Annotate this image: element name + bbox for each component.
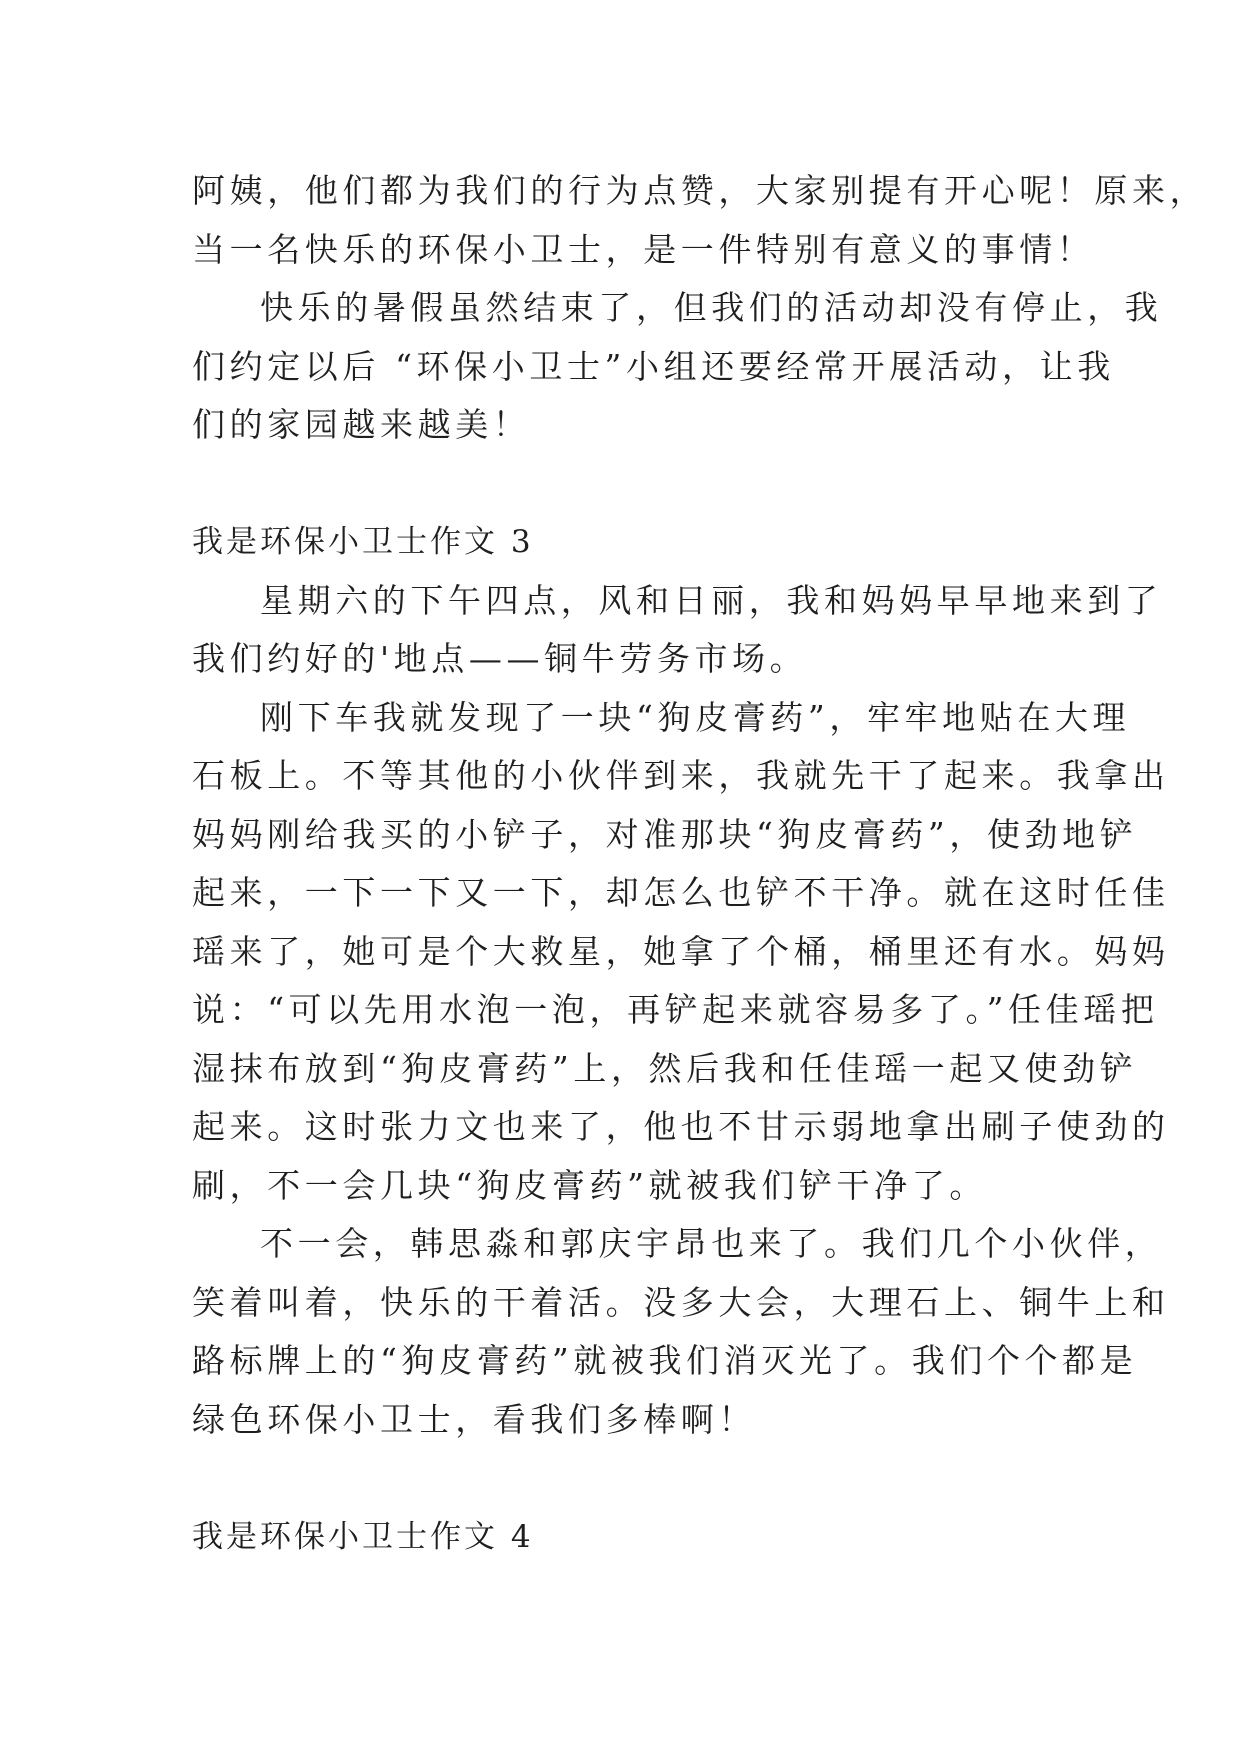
text-line: 我们约好的'地点——铜牛劳务市场。 [192, 639, 808, 678]
text-line: 石板上。不等其他的小伙伴到来，我就先干了起来。我拿出 [192, 756, 1170, 795]
essay-4-title: 我是环保小卫士作文 4 [192, 1518, 534, 1555]
text-line: 起来。这时张力文也来了，他也不甘示弱地拿出刷子使劲的 [192, 1107, 1170, 1146]
text-line: 笑着叫着，快乐的干着活。没多大会，大理石上、铜牛上和 [192, 1282, 1170, 1322]
text-line: 说：“可以先用水泡一泡，再铲起来就容易多了。”任佳瑶把 [192, 990, 1159, 1029]
text-line: 瑶来了，她可是个大救星，她拿了个桶，桶里还有水。妈妈 [192, 931, 1170, 971]
text-line: 路标牌上的“狗皮膏药”就被我们消灭光了。我们个个都是 [192, 1341, 1138, 1380]
text-line: 阿姨，他们都为我们的行为点赞，大家别提有开心呢！原来， [192, 171, 1208, 210]
text-line: 妈妈刚给我买的小铲子，对准那块“狗皮膏药”，使劲地铲 [192, 814, 1138, 854]
text-line: 快乐的暑假虽然结束了，但我们的活动却没有停止，我 [260, 288, 1163, 327]
text-line: 绿色环保小卫士，看我们多棒啊！ [192, 1399, 756, 1439]
text-line: 不一会，韩思淼和郭庆宇昂也来了。我们几个小伙伴， [260, 1224, 1163, 1263]
text-line: 星期六的下午四点，风和日丽，我和妈妈早早地来到了 [260, 580, 1163, 620]
text-line: 起来，一下一下又一下，却怎么也铲不干净。就在这时任佳 [192, 873, 1170, 912]
blank-line [192, 455, 1062, 514]
text-line: 们的家园越来越美！ [192, 405, 531, 444]
text-line: 湿抹布放到“狗皮膏药”上，然后我和任佳瑶一起又使劲铲 [192, 1048, 1138, 1088]
document-body [192, 162, 1208, 1566]
text-line: 当一名快乐的环保小卫士，是一件特别有意义的事情！ [192, 229, 1095, 269]
text-line: 刷，不一会几块“狗皮膏药”就被我们铲干净了。 [192, 1165, 987, 1205]
text-line: 们约定以后 “环保小卫士”小组还要经常开展活动，让我 [192, 346, 1115, 386]
essay-3-title: 我是环保小卫士作文 3 [192, 524, 534, 560]
text-line: 刚下车我就发现了一块“狗皮膏药”，牢牢地贴在大理 [260, 697, 1131, 737]
blank-line [192, 1449, 1062, 1508]
